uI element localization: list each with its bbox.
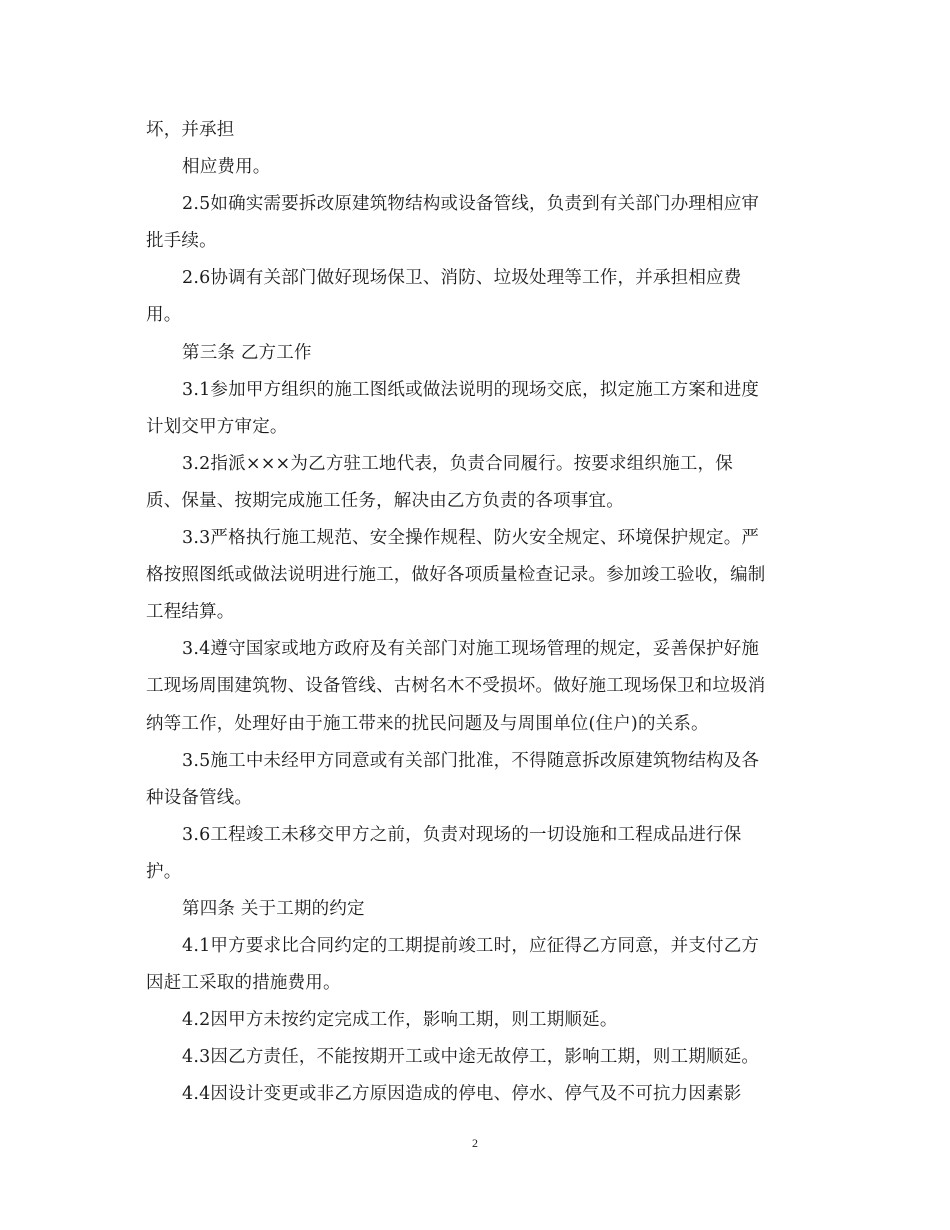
page-number: 2: [472, 1136, 478, 1150]
clause-4-3: 4.3因乙方责任，不能按期开工或中途无故停工，影响工期，则工期顺延。: [182, 1047, 760, 1068]
clause-4-1: 4.1甲方要求比合同约定的工期提前竣工时，应征得乙方同意，并支付乙方: [182, 936, 760, 957]
text-line: 工现场周围建筑物、设备管线、古树名木不受损坏。做好施工现场保卫和垃圾消: [146, 676, 766, 697]
text-line: 批手续。: [146, 231, 217, 252]
clause-4-2: 4.2因甲方未按约定完成工作，影响工期，则工期顺延。: [182, 1010, 618, 1031]
text-line: 用。: [146, 305, 182, 326]
text-line: 种设备管线。: [146, 787, 253, 808]
text-line: 坏，并承担: [146, 120, 235, 140]
clause-3-1: 3.1参加甲方组织的施工图纸或做法说明的现场交底，拟定施工方案和进度: [182, 379, 760, 400]
clause-2-6: 2.6协调有关部门做好现场保卫、消防、垃圾处理等工作，并承担相应费: [182, 268, 742, 289]
text-line: 护。: [146, 861, 182, 882]
document-body: [146, 112, 816, 1114]
text-line: 质、保量、按期完成施工任务，解决由乙方负责的各项事宜。: [146, 490, 624, 511]
text-line: 相应费用。: [182, 157, 271, 178]
clause-3-5: 3.5施工中未经甲方同意或有关部门批准，不得随意拆改原建筑物结构及各: [182, 750, 760, 771]
text-line: 工程结算。: [146, 602, 235, 623]
clause-3-2: 3.2指派×××为乙方驻工地代表，负责合同履行。按要求组织施工，保: [182, 453, 733, 474]
clause-3-4: 3.4遵守国家或地方政府及有关部门对施工现场管理的规定，妥善保护好施: [182, 639, 760, 660]
clause-4-4: 4.4因设计变更或非乙方原因造成的停电、停水、停气及不可抗力因素影: [182, 1084, 742, 1105]
text-line: 因赶工采取的措施费用。: [146, 973, 341, 994]
text-line: 格按照图纸或做法说明进行施工，做好各项质量检查记录。参加竣工验收，编制: [146, 565, 766, 586]
article-3-heading: 第三条 乙方工作: [182, 342, 312, 363]
text-line: 计划交甲方审定。: [146, 416, 288, 437]
clause-3-3: 3.3严格执行施工规范、安全操作规程、防火安全规定、环境保护规定。严: [182, 528, 760, 549]
article-4-heading: 第四条 关于工期的约定: [182, 898, 365, 919]
text-line: 纳等工作，处理好由于施工带来的扰民问题及与周围单位(住户)的关系。: [146, 713, 709, 734]
clause-3-6: 3.6工程竣工未移交甲方之前，负责对现场的一切设施和工程成品进行保: [182, 824, 742, 845]
clause-2-5: 2.5如确实需要拆改原建筑物结构或设备管线，负责到有关部门办理相应审: [182, 194, 760, 215]
